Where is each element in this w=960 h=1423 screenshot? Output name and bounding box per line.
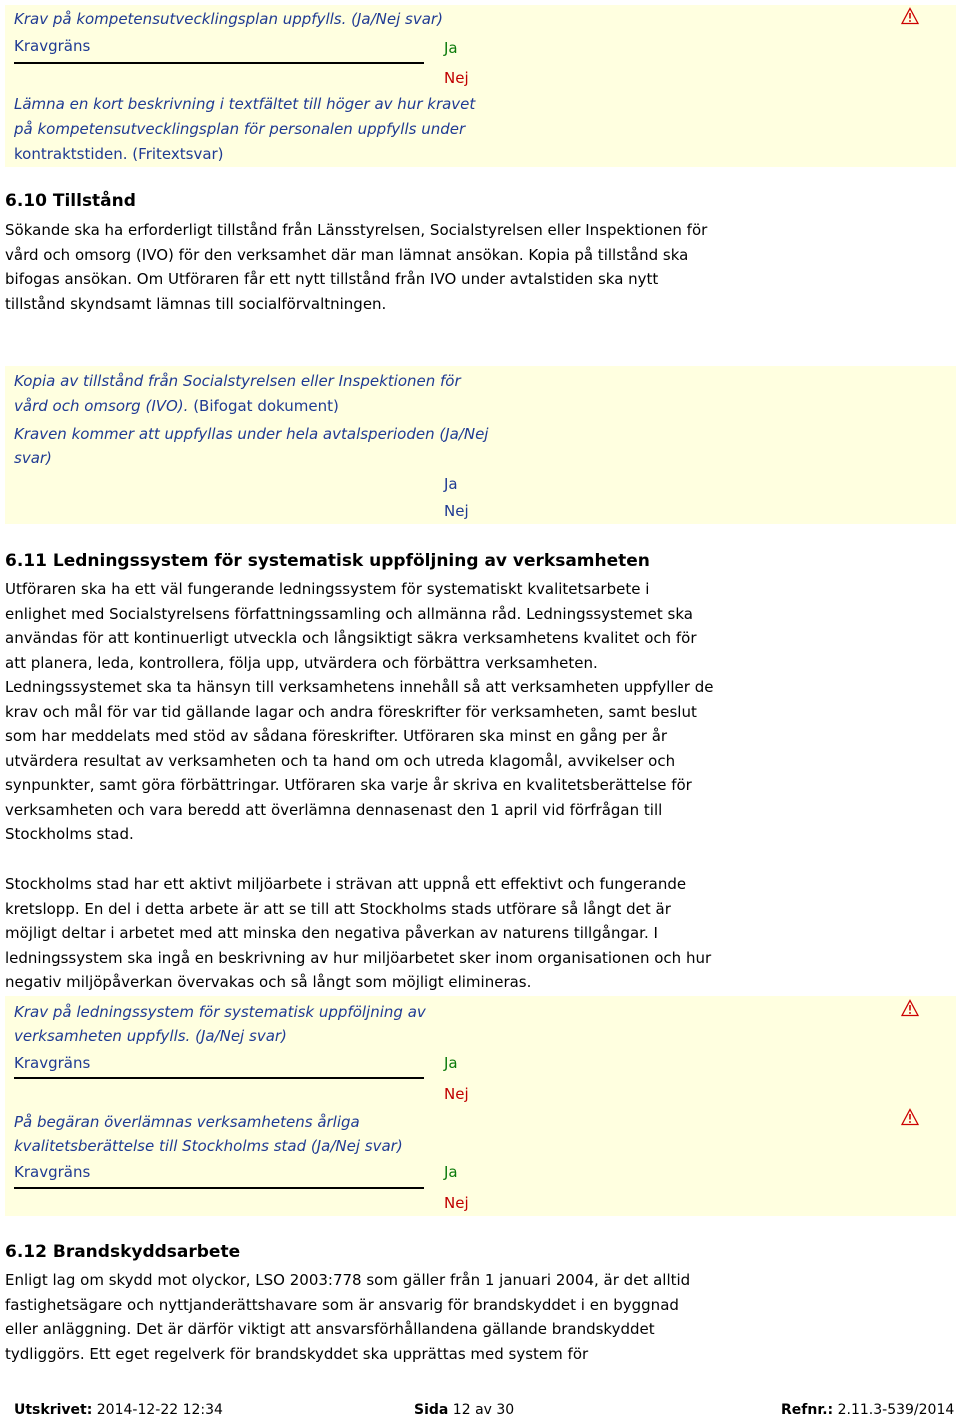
requirement-question: Krav på kompetensutvecklingsplan uppfylls. (Ja/Nej svar) <box>14 10 443 28</box>
text-line: negativ miljöpåverkan övervakas och så långt som möjligt elimineras. <box>5 973 532 991</box>
free-text-question-line: kontraktstiden. (Fritextsvar) <box>14 145 224 163</box>
footer-page-label: Sida <box>414 1402 449 1418</box>
section-text-6-11-environment <box>5 872 845 995</box>
text-line: möjligt deltar i arbetet med att minska den negativa påverkan av naturens tillgångar. I <box>5 924 658 942</box>
free-text-question-line: Lämna en kort beskrivning i textfältet till höger av hur kravet <box>14 95 476 113</box>
text-line: Sökande ska ha erforderligt tillstånd från Länsstyrelsen, Socialstyrelsen eller Inspektionen för <box>5 221 708 239</box>
text-line: Enligt lag om skydd mot olyckor, LSO 2003:778 som gäller från 1 januari 2004, är det alltid <box>5 1271 691 1289</box>
warning-icon <box>901 999 919 1017</box>
section-heading-6-11: 6.11 Ledningssystem för systematisk uppföljning av verksamheten <box>5 551 650 571</box>
free-text-question-line: på kompetensutvecklingsplan för personalen uppfylls under <box>14 120 466 138</box>
text-line: krav och mål för var tid gällande lagar och andra föreskrifter för verksamheten, samt beslut <box>5 702 697 721</box>
threshold-label: Kravgräns <box>14 1163 91 1181</box>
footer-printed-label: Utskrivet: <box>14 1402 93 1418</box>
requirement-question: På begäran överlämnas verksamhetens årliga <box>14 1113 360 1131</box>
answer-yes[interactable]: Ja <box>444 39 458 57</box>
text-line: eller anläggning. Det är därför viktigt att ansvarsförhållandena gällande brandskyddet <box>5 1320 655 1338</box>
text-line: Stockholms stad har ett aktivt miljöarbete i strävan att uppnå ett effektivt och fungerande <box>5 875 687 893</box>
section-text-6-10 <box>5 218 805 316</box>
section-heading-6-10: 6.10 Tillstånd <box>5 191 136 211</box>
text-line: enlighet med Socialstyrelsens författningssamling och allmänna råd. Ledningssystemet ska <box>5 604 693 623</box>
document-request-line: Kopia av tillstånd från Socialstyrelsen eller Inspektionen för <box>14 372 461 390</box>
footer-reference-label: Refnr.: <box>781 1402 834 1418</box>
text-line: kretslopp. En del i detta arbete är att se till att Stockholms stads utförare så långt det är <box>5 899 671 918</box>
text-line: tydliggörs. Ett eget regelverk för brandskyddet ska upprättas med system för <box>5 1344 589 1363</box>
text-line: vård och omsorg (IVO) för den verksamhet där man lämnat ansökan. Kopia på tillstånd ska <box>5 245 689 264</box>
answer-no[interactable]: Nej <box>444 502 469 520</box>
answer-no[interactable]: Nej <box>444 1194 469 1212</box>
footer-reference <box>781 1398 954 1423</box>
requirement-question: kvalitetsberättelse till Stockholms stad (Ja/Nej svar) <box>14 1137 403 1155</box>
footer-page <box>414 1398 514 1423</box>
answer-yes[interactable]: Ja <box>444 1054 458 1072</box>
text-line: fastighetsägare och nyttjanderättshavare som är ansvarig för brandskyddet i en byggnad <box>5 1295 679 1314</box>
text-line: Utföraren ska ha ett väl fungerande ledningssystem för systematiskt kvalitetsarbete i <box>5 580 650 598</box>
warning-icon <box>901 1108 919 1126</box>
document-request-line <box>14 394 339 419</box>
text-line: ledningssystem ska ingå en beskrivning av hur miljöarbetet sker inom organisationen och hur <box>5 948 712 967</box>
text-line: verksamheten och vara beredd att överlämna dennasenast den 1 april vid förfrågan till <box>5 800 663 819</box>
text-line: Stockholms stad. <box>5 825 134 843</box>
text-line: utvärdera resultat av verksamheten och ta hand om och utreda klagomål, avvikelser och <box>5 751 676 770</box>
text-line: Ledningssystemet ska ta hänsyn till verksamhetens innehåll så att verksamheten uppfyller de <box>5 678 714 696</box>
threshold-label: Kravgräns <box>14 37 91 55</box>
footer-printed <box>14 1398 223 1423</box>
answer-yes[interactable]: Ja <box>444 1163 458 1181</box>
section-text-6-11 <box>5 577 845 847</box>
threshold-line <box>14 1187 424 1189</box>
document-type: (Bifogat dokument) <box>188 397 339 415</box>
requirement-question: verksamheten uppfylls. (Ja/Nej svar) <box>14 1027 287 1045</box>
requirement-question: Krav på ledningssystem för systematisk uppföljning av <box>14 1003 426 1021</box>
text-line: som har meddelats med stöd av sådana föreskrifter. Utföraren ska minst en gång per år <box>5 727 668 745</box>
section-text-6-12 <box>5 1268 805 1366</box>
text-line: användas för att kontinuerligt utveckla och långsiktigt säkra verksamhetens kvalitet och för <box>5 629 697 647</box>
footer-printed-value: 2014-12-22 12:34 <box>92 1402 223 1418</box>
text-line: bifogas ansökan. Om Utföraren får ett nytt tillstånd från IVO under avtalstiden ska nytt <box>5 270 659 288</box>
warning-icon <box>901 7 919 25</box>
text-line: synpunkter, samt göra förbättringar. Utföraren ska varje år skriva en kvalitetsberättelse för <box>5 776 692 794</box>
document-request-part: vård och omsorg (IVO). <box>14 397 189 415</box>
answer-no[interactable]: Nej <box>444 69 469 87</box>
requirement-question: Kraven kommer att uppfyllas under hela avtalsperioden (Ja/Nej <box>14 425 489 443</box>
footer-page-value: 12 av 30 <box>448 1402 515 1418</box>
threshold-label: Kravgräns <box>14 1054 91 1072</box>
threshold-line <box>14 1077 424 1079</box>
answer-yes[interactable]: Ja <box>444 475 458 493</box>
footer-reference-value: 2.11.3-539/2014 <box>833 1402 955 1418</box>
text-line: tillstånd skyndsamt lämnas till socialförvaltningen. <box>5 294 387 313</box>
answer-no[interactable]: Nej <box>444 1085 469 1103</box>
section-heading-6-12: 6.12 Brandskyddsarbete <box>5 1242 241 1262</box>
requirement-question: svar) <box>14 449 52 467</box>
text-line: att planera, leda, kontrollera, följa upp, utvärdera och förbättra verksamheten. <box>5 653 598 672</box>
threshold-line <box>14 62 424 64</box>
